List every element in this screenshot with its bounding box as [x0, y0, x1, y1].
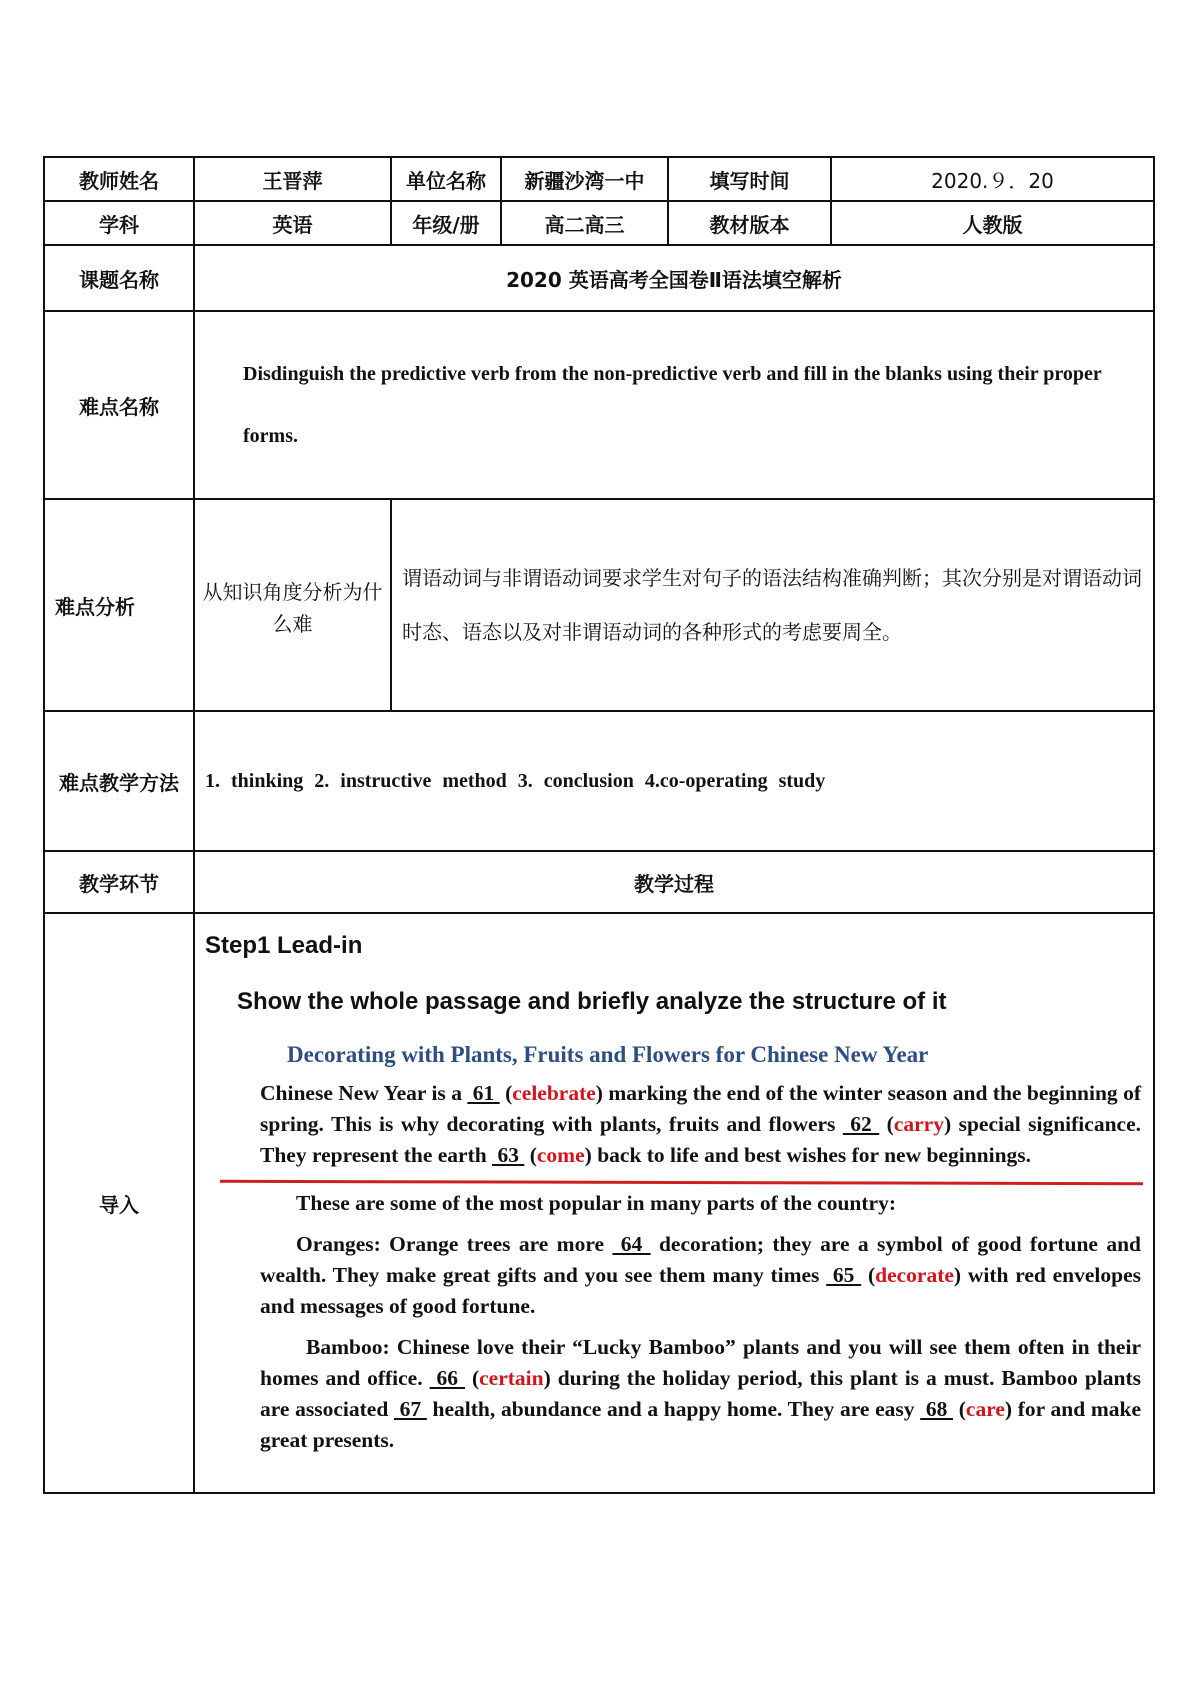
- process-header-label: 教学过程: [194, 851, 1154, 913]
- method-row: [44, 711, 1154, 851]
- text: back to life and best wishes for new beginnings.: [591, 1143, 1032, 1167]
- text: Chinese New Year is a: [260, 1081, 468, 1105]
- step-description: Show the whole passage and briefly analyze the structure of it: [237, 988, 947, 1015]
- difficulty-label: 难点名称: [44, 311, 194, 499]
- text: Oranges: Orange trees are more: [296, 1232, 613, 1256]
- blank-62: 62: [842, 1112, 880, 1136]
- blank-65: 65: [826, 1263, 862, 1287]
- passage-paragraph-1: Chinese New Year is a 61 (celebrate) marking the end of the winter season and the beginning of spring. This is why decorating with plants, fruits and flowers 62 (carry) special significance. They represent the earth 63 (come) back to life and best wishes for new beginnings.: [260, 1081, 1141, 1167]
- grade-value: 高二高三: [501, 201, 668, 245]
- analysis-label: 难点分析: [44, 499, 194, 711]
- text: during the holiday period, this plant is a must. Bamboo plants are associated: [260, 1366, 1141, 1421]
- word-65: decorate: [875, 1263, 954, 1287]
- text: special significance. They represent the earth: [260, 1112, 1141, 1167]
- method-value: 1. thinking 2. instructive method 3. conclusion 4.co-operating study: [194, 711, 1154, 851]
- teacher-value: 王晋萍: [194, 157, 391, 201]
- teacher-label: 教师姓名: [44, 157, 194, 201]
- difficulty-row: [44, 311, 1154, 499]
- word-62: carry: [893, 1112, 944, 1136]
- process-header-row: [44, 851, 1154, 913]
- passage-title: Decorating with Plants, Fruits and Flowers for Chinese New Year: [287, 1042, 929, 1067]
- red-annotation-line: [220, 1180, 1143, 1185]
- blank-61: 61: [467, 1081, 500, 1105]
- blank-63: 63: [492, 1143, 525, 1167]
- textbook-label: 教材版本: [668, 201, 831, 245]
- text: with red envelopes and messages of good fortune.: [260, 1263, 1141, 1318]
- word-66: certain: [479, 1366, 544, 1390]
- analysis-sub-label: [194, 499, 391, 711]
- text: health, abundance and a happy home. They are easy: [426, 1397, 921, 1421]
- passage-paragraph-3: Oranges: Orange trees are more 64 decoration; they are a symbol of good fortune and wealth. They make great gifts and you see them many times 65 (decorate) with red envelopes and messages of good fortune.: [260, 1232, 1141, 1318]
- topic-value: 2020 英语高考全国卷Ⅱ语法填空解析: [194, 245, 1154, 311]
- lead-in-content: [194, 913, 1154, 1493]
- grade-label: 年级/册: [391, 201, 501, 245]
- header-row-1: [44, 157, 1154, 201]
- analysis-sub-label-text: 从知识角度分析为什么难: [202, 580, 383, 636]
- blank-68: 68: [920, 1397, 954, 1421]
- stage-header-label: 教学环节: [44, 851, 194, 913]
- lead-in-stage: 导入: [44, 913, 194, 1493]
- topic-row: [44, 245, 1154, 311]
- subject-value: 英语: [194, 201, 391, 245]
- header-row-2: [44, 201, 1154, 245]
- word-63: come: [536, 1143, 585, 1167]
- blank-64: 64: [612, 1232, 651, 1256]
- word-61: celebrate: [512, 1081, 596, 1105]
- text: Bamboo: Chinese love their “Lucky Bamboo” plants and you will see them often in their homes and office.: [260, 1335, 1141, 1390]
- unit-label: 单位名称: [391, 157, 501, 201]
- word-68: care: [965, 1397, 1005, 1421]
- text: decoration; they are a symbol of good fortune and wealth. They make great gifts and you see them many times: [260, 1232, 1141, 1287]
- difficulty-value: Disdinguish the predictive verb from the non-predictive verb and fill in the blanks using their proper forms.: [194, 311, 1154, 499]
- topic-label: 课题名称: [44, 245, 194, 311]
- text: for and make great presents.: [260, 1397, 1142, 1452]
- passage-paragraph-2: These are some of the most popular in many parts of the country:: [296, 1191, 896, 1215]
- text: marking the end of the winter season and the beginning of spring. This is why decorating with plants, fruits and flowers: [260, 1081, 1141, 1136]
- method-label: 难点教学方法: [44, 711, 194, 851]
- blank-67: 67: [393, 1397, 427, 1421]
- subject-label: 学科: [44, 201, 194, 245]
- lesson-plan-form: [43, 156, 1153, 1494]
- blank-66: 66: [429, 1366, 465, 1390]
- passage-paragraph-4: Bamboo: Chinese love their “Lucky Bamboo” plants and you will see them often in their homes and office. 66 (certain) during the holiday period, this plant is a must. Bamboo plants are associated 67 health, abundance and a happy home. They are easy 68 (care) for and make great presents.: [260, 1335, 1142, 1452]
- textbook-value: 人教版: [831, 201, 1154, 245]
- unit-value: 新疆沙湾一中: [501, 157, 668, 201]
- analysis-row: [44, 499, 1154, 711]
- lead-in-row: [44, 913, 1154, 1493]
- step-title: Step1 Lead-in: [205, 932, 363, 959]
- date-value: 2020.９．20: [831, 157, 1154, 201]
- analysis-value: 谓语动词与非谓语动词要求学生对句子的语法结构准确判断；其次分别是对谓语动词时态、语态以及对非谓语动词的各种形式的考虑要周全。: [391, 499, 1154, 711]
- lesson-plan-table: [43, 156, 1155, 1494]
- date-label: 填写时间: [668, 157, 831, 201]
